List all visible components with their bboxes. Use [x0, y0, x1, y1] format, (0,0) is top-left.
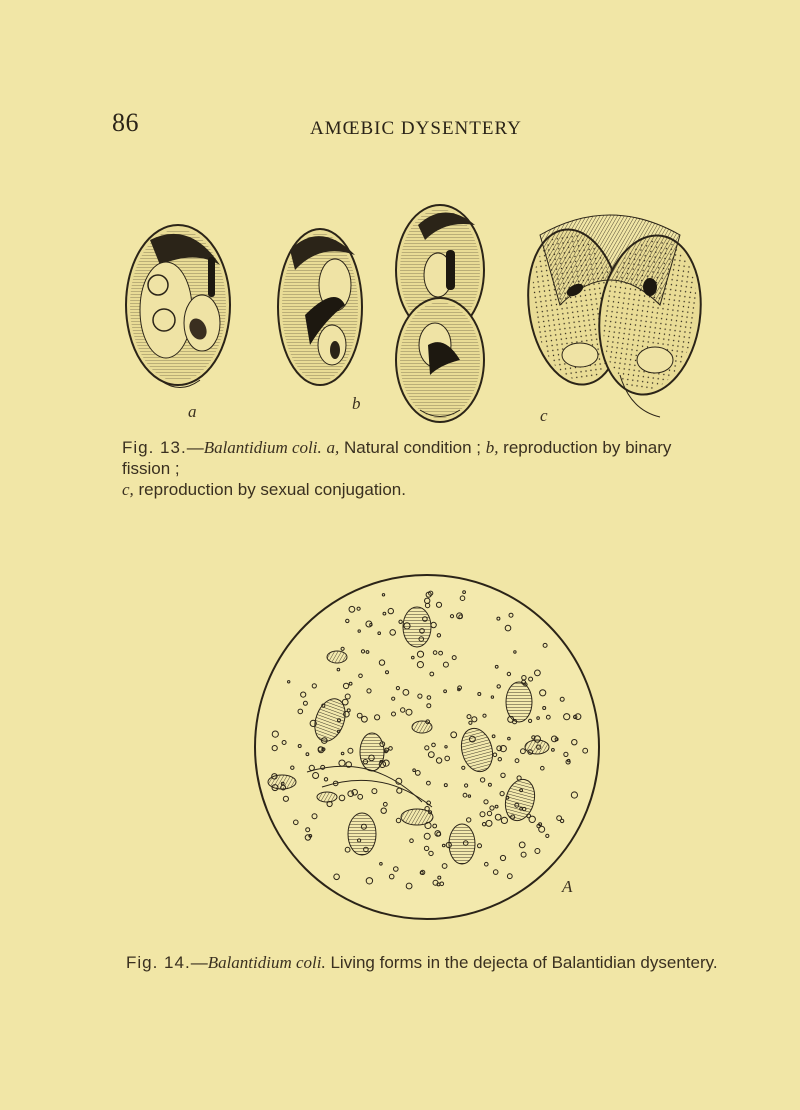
- figure-14-caption: [126, 952, 746, 973]
- figure-13-species: Balantidium coli.: [203, 438, 322, 457]
- figure-14-number: Fig. 14.: [126, 953, 191, 972]
- organism-c-conjugation: [519, 215, 710, 417]
- figure-14-text: Living forms in the dejecta of Balantidian dysentery.: [325, 953, 718, 972]
- caption-letter-b: b,: [485, 438, 499, 457]
- figure-13-label-c: c: [540, 406, 548, 425]
- organism-b: [278, 229, 362, 385]
- figure-14-label: A: [562, 877, 573, 896]
- caption-letter-a: a,: [326, 438, 340, 457]
- caption-dash: —: [190, 953, 208, 972]
- caption-part-c: reproduction by sexual conjugation.: [133, 480, 406, 499]
- figure-14-species: Balantidium coli.: [207, 953, 326, 972]
- caption-part-b: reproduction by binary fission ;: [122, 438, 672, 478]
- caption-part-a: Natural condition ;: [339, 438, 486, 457]
- caption-letter-c: c,: [122, 480, 134, 499]
- figure-13-number: Fig. 13.: [122, 438, 187, 457]
- organism-b-dividing: [396, 205, 484, 422]
- figure-14-microscope-field: [252, 572, 602, 922]
- figure-13-caption: [122, 437, 722, 500]
- running-title: AMŒBIC DYSENTERY: [310, 118, 522, 139]
- figure-13-label-b: b: [352, 394, 361, 413]
- figure-13-illustration: [120, 195, 710, 425]
- page-number: 86: [112, 108, 139, 137]
- caption-dash: —: [186, 438, 204, 457]
- page-header: [0, 108, 800, 148]
- figure-13-label-a: a: [188, 402, 197, 421]
- organism-a: [126, 225, 230, 388]
